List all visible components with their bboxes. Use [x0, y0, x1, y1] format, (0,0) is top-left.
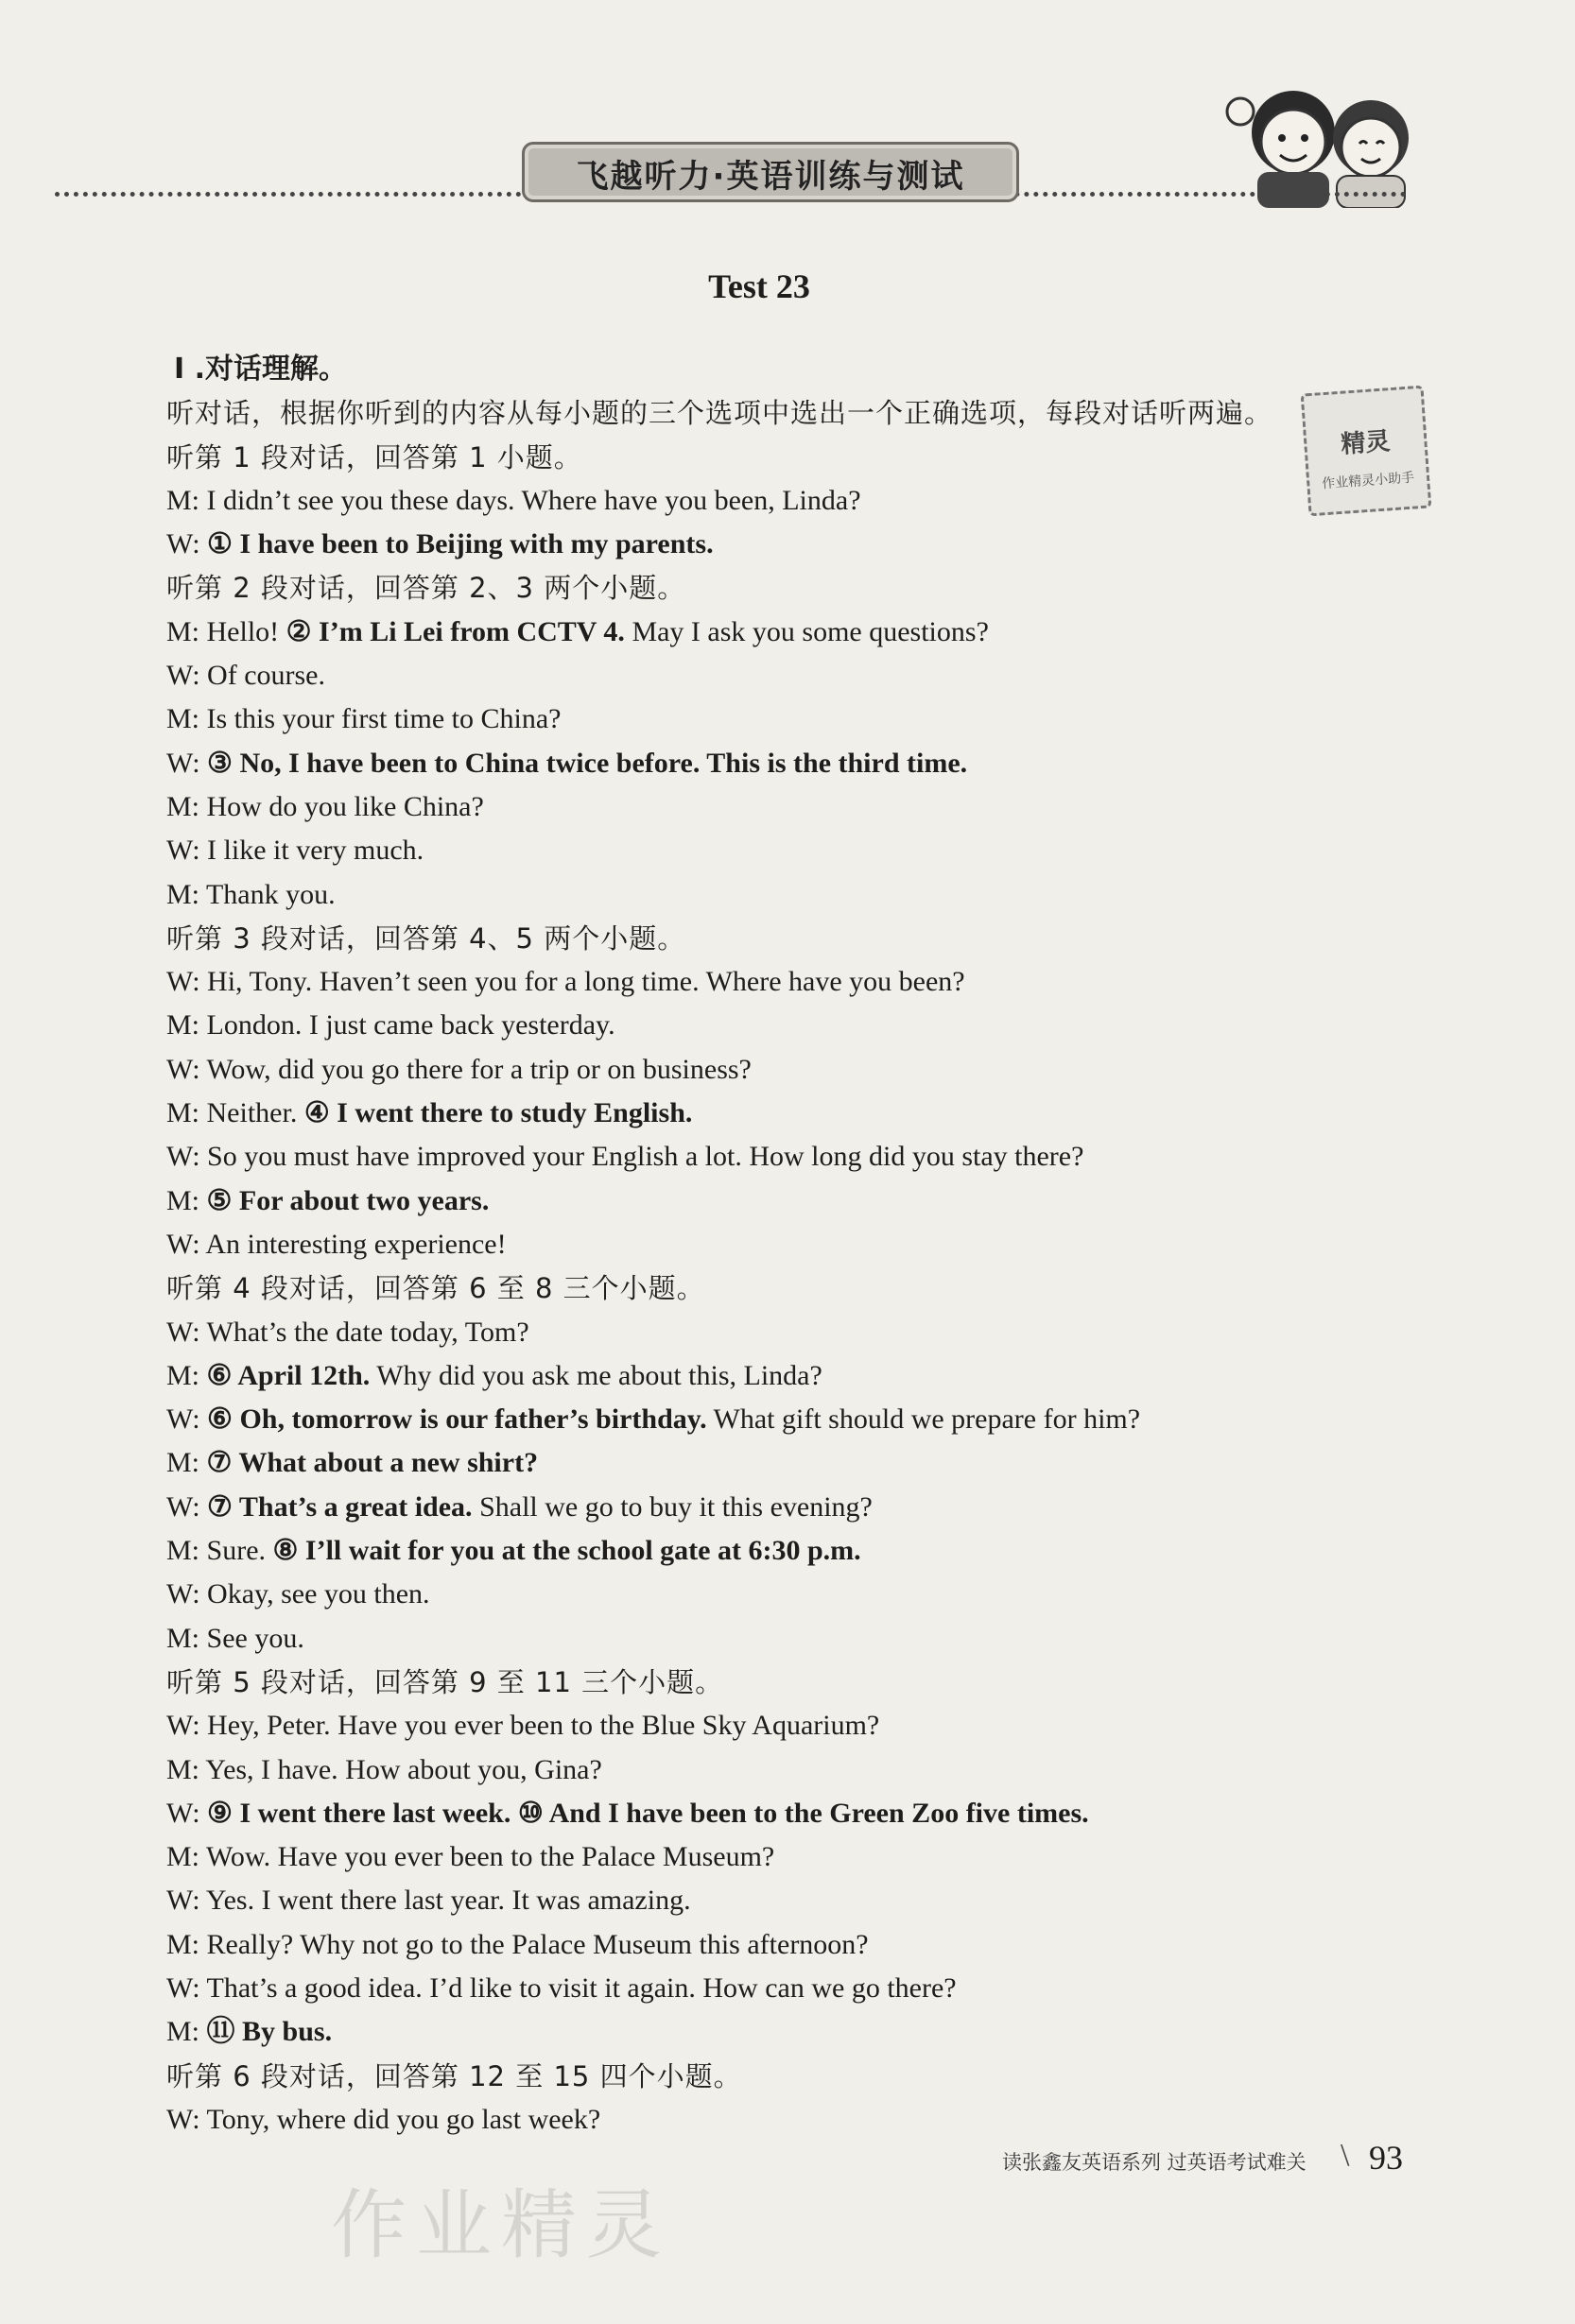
- dialogue-line: [166, 1835, 1424, 1879]
- dialogue-line: [166, 742, 1424, 785]
- sticker-sub-text: 作业精灵小助手: [1321, 470, 1415, 492]
- speaker-label: M:: [166, 1359, 200, 1391]
- dialogue-line: [166, 1311, 1424, 1354]
- dialogue-text-part: Neither.: [199, 1097, 304, 1129]
- speaker-label: W:: [166, 747, 200, 779]
- sticker-main-text: 精灵: [1340, 427, 1392, 459]
- answer-key-text: ⑦ That’s a great idea.: [199, 1490, 473, 1523]
- dialogue-text-part: Shall we go to buy it this evening?: [472, 1490, 873, 1523]
- cartoon-kids-icon: [1220, 66, 1437, 208]
- answer-key-text: ⑥ April 12th.: [199, 1359, 371, 1391]
- dialogue-line: [166, 2098, 1424, 2142]
- dialogue-text-part: Yes. I went there last year. It was amazing.: [199, 1885, 691, 1917]
- speaker-label: W:: [166, 1228, 200, 1260]
- dialogue-line: [166, 1486, 1424, 1529]
- page-title: Test 23: [708, 267, 810, 305]
- dialogue-line: [166, 1179, 1424, 1223]
- speaker-label: M:: [166, 1753, 200, 1785]
- footer-series: 读张鑫友英语系列 过英语考试难关: [1002, 2151, 1307, 2174]
- speaker-label: W:: [166, 1971, 200, 2004]
- speaker-label: W:: [166, 528, 200, 560]
- dialogue-text-part: May I ask you some questions?: [624, 615, 989, 647]
- dialogue-text-part: Hi, Tony. Haven’t seen you for a long time. Where have you been?: [199, 966, 965, 998]
- dialogue-line: [166, 523, 1424, 566]
- dialogue-line: [166, 1048, 1424, 1092]
- speaker-label: M:: [166, 1447, 200, 1479]
- dialogue-text-part: Yes, I have. How about you, Gina?: [199, 1753, 602, 1785]
- dialogue-line: [166, 1004, 1424, 1047]
- instruction-text: 听对话，根据你听到的内容从每小题的三个选项中选出一个正确选项，每段对话听两遍。: [166, 397, 1273, 430]
- speaker-label: W:: [166, 1578, 200, 1610]
- speaker-label: M:: [166, 2016, 200, 2048]
- speaker-label: W:: [166, 1797, 200, 1829]
- dialogue-text-part: London. I just came back yesterday.: [199, 1009, 615, 1041]
- dialogue-line: [166, 654, 1424, 697]
- dialogue-text-part: I didn’t see you these days. Where have you been, Linda?: [199, 484, 861, 516]
- speaker-label: M:: [166, 878, 200, 910]
- speaker-label: W:: [166, 1490, 200, 1523]
- speaker-label: W:: [166, 1316, 200, 1348]
- segment-heading: 听第 3 段对话，回答第 4、5 两个小题。: [166, 921, 686, 955]
- answer-key-text: ⑪ By bus.: [199, 2016, 333, 2048]
- dialogue-line: [166, 2010, 1424, 2054]
- segment-heading: 听第 1 段对话，回答第 1 小题。: [166, 440, 582, 473]
- speaker-label: W:: [166, 966, 200, 998]
- banner-title: 飞越听力·英语训练与测试: [576, 158, 965, 196]
- speaker-label: M:: [166, 1184, 200, 1216]
- dialogue-line: [166, 1573, 1424, 1616]
- dialogue-line: [166, 1354, 1424, 1398]
- answer-key-text: ① I have been to Beijing with my parents.: [199, 528, 714, 560]
- speaker-label: W:: [166, 1403, 200, 1436]
- speaker-label: M:: [166, 615, 200, 647]
- speaker-label: W:: [166, 1885, 200, 1917]
- section-heading: I .对话理解。: [174, 353, 348, 386]
- dialogue-text-part: An interesting experience!: [199, 1228, 507, 1260]
- dialogue-text: [166, 348, 1424, 2142]
- speaker-label: M:: [166, 1622, 200, 1654]
- footer-slash: \: [1341, 2138, 1350, 2173]
- answer-key-text: ⑨ I went there last week. ⑩ And I have been to the Green Zoo five times.: [199, 1797, 1089, 1829]
- segment-heading: 听第 4 段对话，回答第 6 至 8 三个小题。: [166, 1272, 705, 1305]
- speaker-label: M:: [166, 703, 200, 735]
- dialogue-text-part: So you must have improved your English a lot. How long did you stay there?: [199, 1141, 1084, 1173]
- dialogue-line: [166, 1704, 1424, 1747]
- dialogue-line: [166, 611, 1424, 654]
- dialogue-text-part: Hey, Peter. Have you ever been to the Blue Sky Aquarium?: [199, 1710, 880, 1742]
- speaker-label: W:: [166, 660, 200, 692]
- speaker-label: M:: [166, 1097, 200, 1129]
- dialogue-line: [166, 1135, 1424, 1179]
- dialogue-line: [166, 1092, 1424, 1135]
- dialogue-text-part: See you.: [199, 1622, 304, 1654]
- dialogue-line: [166, 829, 1424, 872]
- speaker-label: M:: [166, 790, 200, 822]
- answer-key-text: ⑧ I’ll wait for you at the school gate at 6:30 p.m.: [272, 1535, 861, 1567]
- watermark: 作业精灵: [331, 2181, 671, 2269]
- speaker-label: W:: [166, 1710, 200, 1742]
- dialogue-text-part: Wow. Have you ever been to the Palace Museum?: [199, 1841, 775, 1873]
- dialogue-line: [166, 1617, 1424, 1661]
- dialogue-line: [166, 479, 1424, 523]
- speaker-label: W:: [166, 1141, 200, 1173]
- header-banner: [522, 142, 1019, 202]
- dialogue-text-part: Thank you.: [199, 878, 336, 910]
- speaker-label: M:: [166, 484, 200, 516]
- answer-key-text: ⑦ What about a new shirt?: [199, 1447, 539, 1479]
- dialogue-line: [166, 1529, 1424, 1573]
- speaker-label: W:: [166, 1053, 200, 1085]
- dialogue-text-part: What’s the date today, Tom?: [199, 1316, 529, 1348]
- dialogue-line: [166, 1441, 1424, 1485]
- speaker-label: M:: [166, 1009, 200, 1041]
- dialogue-text-part: How do you like China?: [199, 790, 484, 822]
- dialogue-line: [166, 1792, 1424, 1835]
- dialogue-text-part: I like it very much.: [199, 835, 424, 867]
- dialogue-text-part: Wow, did you go there for a trip or on business?: [199, 1053, 752, 1085]
- dialogue-text-part: Hello!: [199, 615, 286, 647]
- dialogue-line: [166, 785, 1424, 829]
- dialogue-line: [166, 873, 1424, 917]
- dialogue-text-part: Sure.: [199, 1535, 273, 1567]
- answer-key-text: ② I’m Li Lei from CCTV 4.: [286, 615, 625, 647]
- dialogue-line: [166, 1923, 1424, 1967]
- dialogue-line: [166, 960, 1424, 1004]
- segment-heading: 听第 5 段对话，回答第 9 至 11 三个小题。: [166, 1665, 724, 1698]
- dialogue-text-part: Is this your first time to China?: [199, 703, 562, 735]
- dialogue-line: [166, 1748, 1424, 1792]
- speaker-label: M:: [166, 1535, 200, 1567]
- dialogue-text-part: Tony, where did you go last week?: [199, 2103, 601, 2135]
- dialogue-text-part: That’s a good idea. I’d like to visit it again. How can we go there?: [199, 1971, 957, 2004]
- speaker-label: W:: [166, 835, 200, 867]
- speaker-label: W:: [166, 2103, 200, 2135]
- page-number: 93: [1369, 2139, 1403, 2177]
- segment-heading: 听第 6 段对话，回答第 12 至 15 四个小题。: [166, 2059, 742, 2092]
- dialogue-text-part: Really? Why not go to the Palace Museum this afternoon?: [199, 1928, 869, 1960]
- dialogue-text-part: What gift should we prepare for him?: [706, 1403, 1141, 1436]
- dialogue-line: [166, 1879, 1424, 1922]
- speaker-label: M:: [166, 1841, 200, 1873]
- answer-key-text: ⑤ For about two years.: [199, 1184, 490, 1216]
- dialogue-line: [166, 1398, 1424, 1441]
- dialogue-text-part: Why did you ask me about this, Linda?: [370, 1359, 822, 1391]
- dialogue-line: [166, 1223, 1424, 1266]
- speaker-label: M:: [166, 1928, 200, 1960]
- answer-key-text: ⑥ Oh, tomorrow is our father’s birthday.: [199, 1403, 707, 1436]
- dialogue-text-part: Of course.: [199, 660, 325, 692]
- answer-key-text: ③ No, I have been to China twice before. This is the third time.: [199, 747, 968, 779]
- dialogue-line: [166, 1967, 1424, 2010]
- dialogue-text-part: Okay, see you then.: [199, 1578, 430, 1610]
- dialogue-line: [166, 697, 1424, 741]
- segment-heading: 听第 2 段对话，回答第 2、3 两个小题。: [166, 572, 686, 605]
- answer-key-text: ④ I went there to study English.: [303, 1097, 693, 1129]
